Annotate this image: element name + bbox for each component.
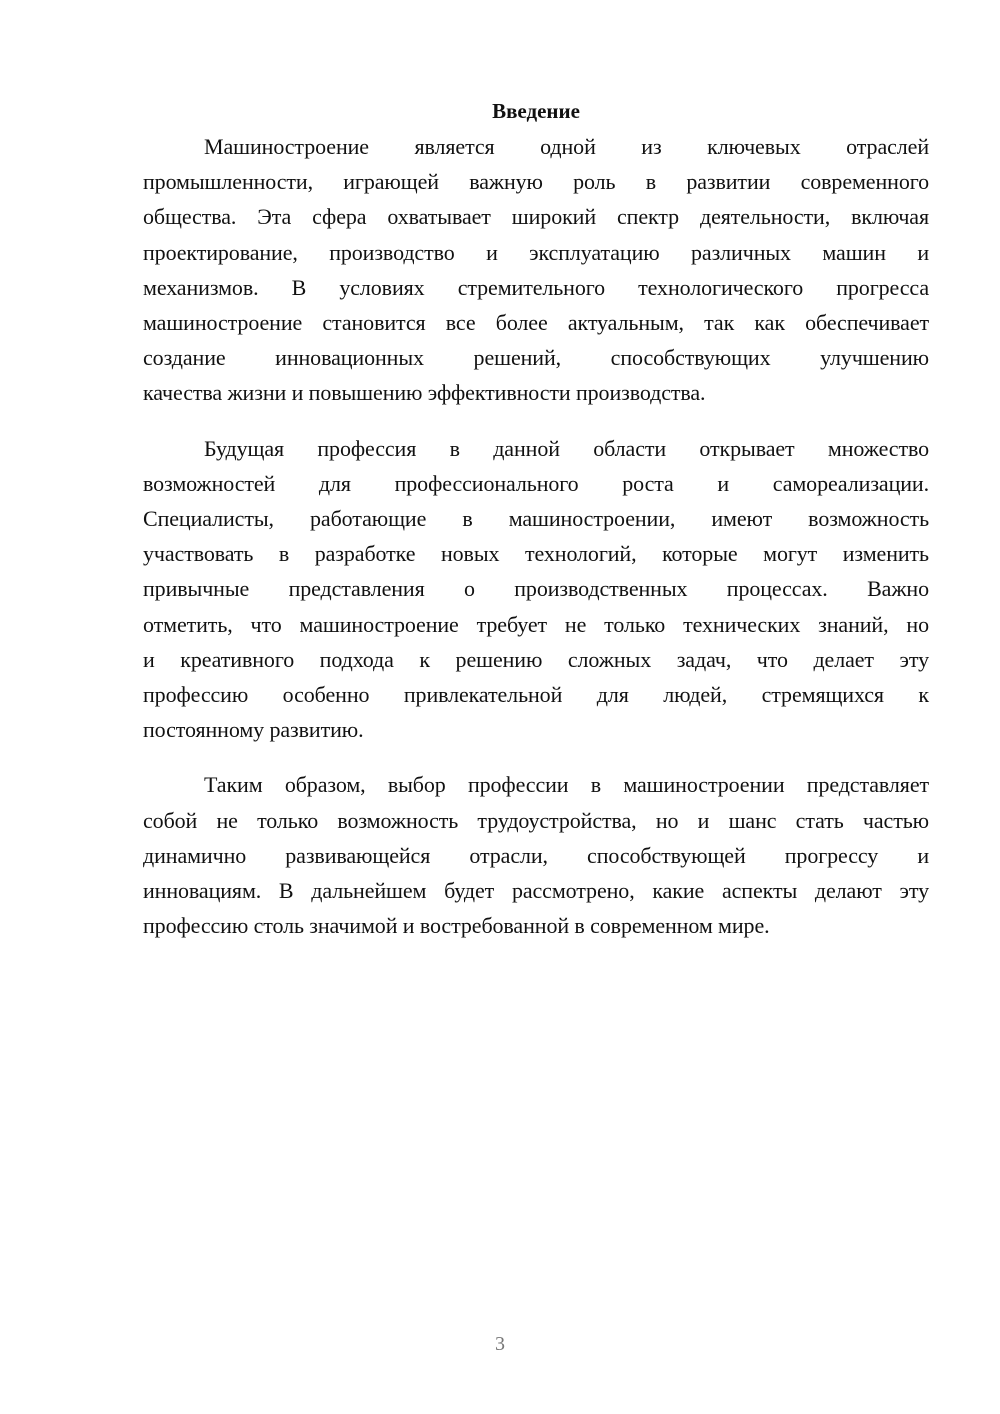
text-line: возможностей для профессионального роста и самореализации. (143, 470, 929, 496)
paragraph-3 (143, 767, 929, 943)
text-line: и креативного подхода к решению сложных задач, что делает эту (143, 646, 929, 672)
text-line: механизмов. В условиях стремительного технологического прогресса (143, 274, 929, 300)
text-line: Таким образом, выбор профессии в машиностроении представляет (204, 772, 929, 798)
text-line: привычные представления о производственных процессах. Важно (143, 576, 929, 602)
text-line: проектирование, производство и эксплуатацию различных машин и (143, 239, 929, 265)
section-title: Введение (492, 99, 580, 123)
text-line: качества жизни и повышению эффективности производства. (143, 380, 706, 406)
text-line: Будущая профессия в данной области открывает множество (204, 435, 929, 461)
text-line: участвовать в разработке новых технологий, которые могут изменить (143, 541, 929, 567)
paragraph-1 (143, 129, 929, 411)
text-line: инновациям. В дальнейшем будет рассмотрено, какие аспекты делают эту (143, 878, 929, 904)
text-line: Машиностроение является одной из ключевых отраслей (204, 134, 929, 159)
page-number: 3 (495, 1333, 505, 1355)
paragraph-2 (143, 431, 929, 748)
text-line: создание инновационных решений, способствующих улучшению (143, 345, 929, 371)
text-line: Специалисты, работающие в машиностроении, имеют возможность (143, 506, 929, 532)
text-line: отметить, что машиностроение требует не только технических знаний, но (143, 611, 929, 637)
text-line: постоянному развитию. (143, 717, 364, 743)
text-line: собой не только возможность трудоустройства, но и шанс стать частью (143, 807, 929, 833)
text-line: профессию столь значимой и востребованной в современном мире. (143, 913, 770, 939)
text-line: динамично развивающейся отрасли, способствующей прогрессу и (143, 842, 929, 868)
page-content (143, 94, 929, 963)
text-line: промышленности, играющей важную роль в развитии современного (143, 169, 929, 195)
text-line: машиностроение становится все более актуальным, так как обеспечивает (143, 310, 929, 336)
text-line: профессию особенно привлекательной для людей, стремящихся к (143, 682, 929, 708)
text-line: общества. Эта сфера охватывает широкий спектр деятельности, включая (143, 204, 929, 230)
